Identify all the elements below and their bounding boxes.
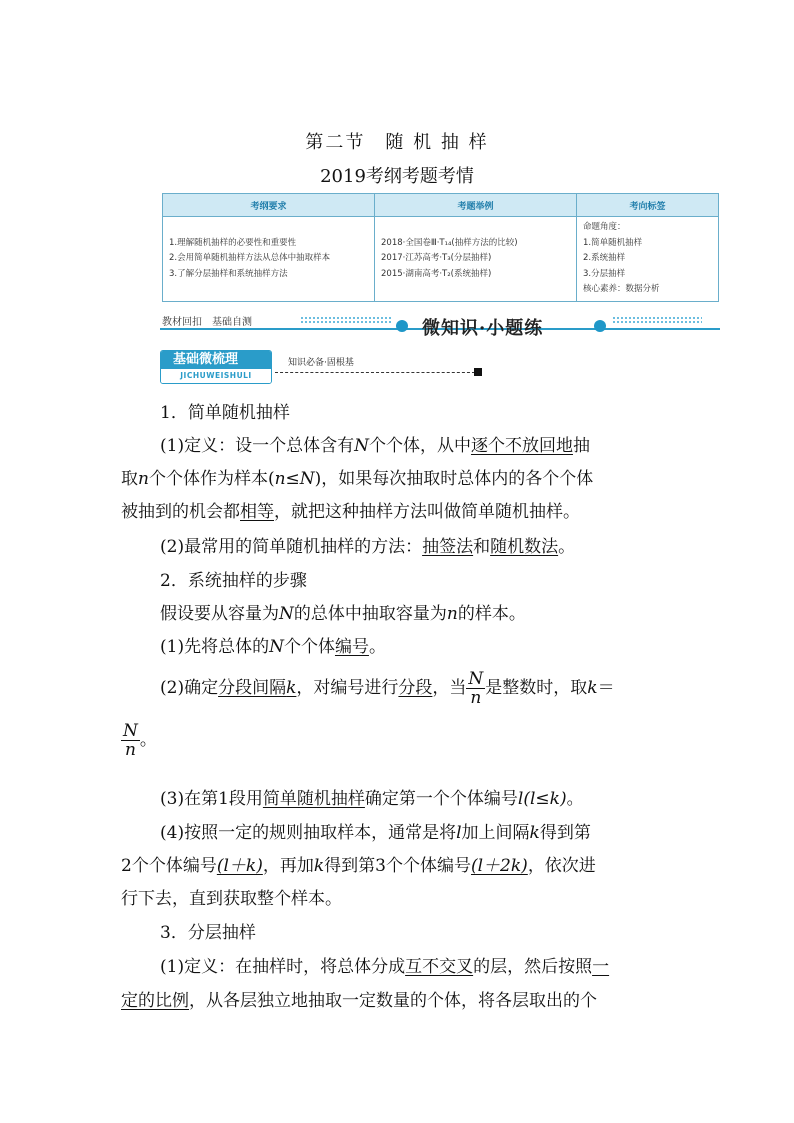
table-cell-requirements xyxy=(163,217,375,302)
table-row xyxy=(163,217,719,302)
paragraph-line: (1)定义：在抽样时，将总体分成互不交叉的层，然后按照一 xyxy=(160,957,610,977)
section-title: 第二节 随 机 抽 样 xyxy=(305,132,489,153)
heading-simple-random: 1．简单随机抽样 xyxy=(160,403,290,423)
badge-box xyxy=(160,350,272,384)
list-item: 3.分层抽样 xyxy=(583,268,626,279)
list-item: 2017·江苏高考·T₃(分层抽样) xyxy=(381,253,492,264)
badge-tag: 知识必备·固根基 xyxy=(288,358,354,368)
heading-stratified: 3．分层抽样 xyxy=(160,923,256,943)
fraction-N-over-n: $\frac{N}{n}$ xyxy=(123,721,138,760)
table-header: 考向标签 xyxy=(577,194,719,217)
heading-systematic: 2．系统抽样的步骤 xyxy=(160,571,307,591)
list-item: 3.了解分层抽样和系统抽样方法 xyxy=(169,268,288,279)
table-header: 考纲要求 xyxy=(163,194,375,217)
square-icon xyxy=(474,368,482,376)
paragraph-line: 行下去，直到获取整个样本。 xyxy=(121,889,342,909)
paragraph-line: 2个个体编号(l＋k)，再加k得到第3个个体编号(l＋2k)，依次进 xyxy=(121,856,596,876)
table-header: 考题举例 xyxy=(375,194,577,217)
section-band xyxy=(160,312,720,342)
table-header-row xyxy=(163,194,719,217)
dot-pattern-right xyxy=(612,316,702,324)
fraction-N-over-n: $\frac{N}{n}$ xyxy=(468,669,484,708)
ball-icon-left xyxy=(396,320,408,332)
badge-pinyin: JICHUWEISHULI xyxy=(161,369,271,383)
list-item: 2018·全国卷Ⅲ·T₁₄(抽样方法的比较) xyxy=(381,237,518,248)
paragraph-line: (2)最常用的简单随机抽样的方法：抽签法和随机数法。 xyxy=(160,537,576,557)
list-item: 1.简单随机抽样 xyxy=(583,237,643,248)
list-item: 2.系统抽样 xyxy=(583,253,626,264)
paragraph-line: (1)定义：设一个总体含有N个个体，从中逐个不放回地抽 xyxy=(160,436,590,456)
table-cell-examples xyxy=(375,217,577,302)
table-cell-tags xyxy=(577,217,719,302)
dot-pattern-left xyxy=(300,316,392,324)
ball-icon-right xyxy=(594,320,606,332)
band-left-label: 教材回扣 基础自测 xyxy=(162,317,252,328)
paragraph-line: 取n个个体作为样本(n≤N)，如果每次抽取时总体内的各个个体 xyxy=(121,469,594,489)
paragraph-line: (3)在第1段用简单随机抽样确定第一个个体编号l(l≤k)。 xyxy=(160,789,584,809)
list-item: 1.理解随机抽样的必要性和重要性 xyxy=(169,237,297,248)
list-item: 2015·湖南高考·T₂(系统抽样) xyxy=(381,268,492,279)
list-item: 2.会用简单随机抽样方法从总体中抽取样本 xyxy=(169,253,331,264)
section-subtitle: 2019考纲考题考情 xyxy=(320,166,474,187)
paragraph-line: 被抽到的机会都相等，就把这种抽样方法叫做简单随机抽样。 xyxy=(121,502,580,522)
badge-dash-line xyxy=(275,372,475,373)
paragraph-line: $\frac{N}{n}$ 。 xyxy=(123,721,157,760)
paragraph-line: (2)确定分段间隔k，对编号进行分段，当 $\frac{N}{n}$ 是整数时，取k＝ xyxy=(160,669,615,708)
badge-main: 基础微梳理 xyxy=(161,351,271,369)
paragraph-line: (1)先将总体的N个个体编号。 xyxy=(160,637,386,657)
paragraph-line: 定的比例，从各层独立地抽取一定数量的个体，将各层取出的个 xyxy=(121,991,597,1011)
paragraph-line: (4)按照一定的规则抽取样本，通常是将l加上间隔k得到第 xyxy=(160,823,591,843)
section-badge xyxy=(160,350,490,384)
paragraph-line: 假设要从容量为N的总体中抽取容量为n的样本。 xyxy=(160,604,526,624)
list-item: 核心素养：数据分析 xyxy=(583,284,660,295)
list-item: 命题角度： xyxy=(583,222,626,233)
syllabus-table xyxy=(162,193,719,302)
band-title: 微知识·小题练 xyxy=(422,318,544,339)
